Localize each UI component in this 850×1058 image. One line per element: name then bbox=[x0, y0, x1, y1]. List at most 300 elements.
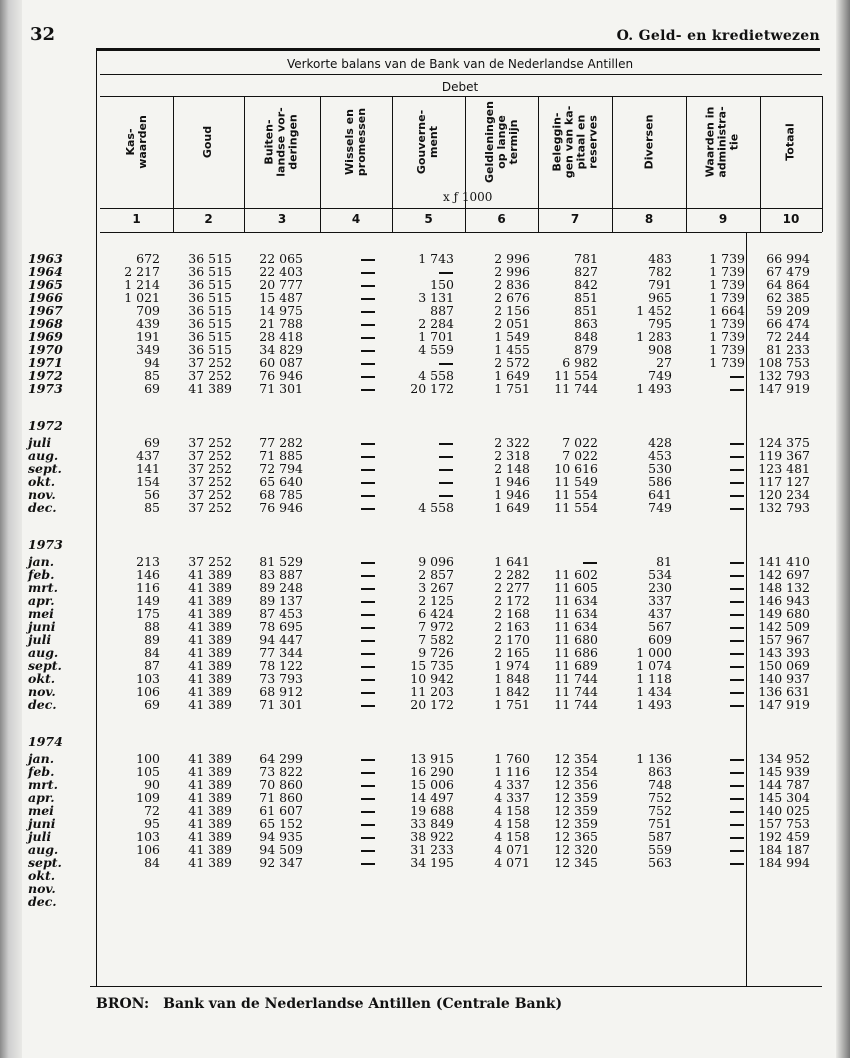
table-cell: 192 459 bbox=[758, 829, 810, 844]
table-cell: 147 919 bbox=[758, 381, 810, 396]
table-cell: 534 bbox=[648, 567, 672, 582]
section-title: O. Geld- en kredietwezen bbox=[616, 28, 820, 44]
table-cell: 68 912 bbox=[259, 684, 303, 699]
table-cell: 965 bbox=[648, 290, 672, 305]
row-label: mei bbox=[28, 606, 54, 621]
column-header bbox=[320, 98, 392, 186]
empty-dash bbox=[361, 562, 375, 564]
table-cell: 337 bbox=[648, 593, 672, 608]
table-cell: 11 602 bbox=[554, 567, 598, 582]
table-cell: 2 676 bbox=[494, 290, 530, 305]
empty-dash bbox=[361, 469, 375, 471]
table-cell: 2 322 bbox=[494, 435, 530, 450]
table-cell: 751 bbox=[648, 816, 672, 831]
table-cell: 33 849 bbox=[410, 816, 454, 831]
empty-dash bbox=[730, 469, 744, 471]
table-cell: 72 244 bbox=[766, 329, 810, 344]
table-cell: 11 744 bbox=[554, 684, 598, 699]
table-cell: 103 bbox=[136, 671, 160, 686]
row-label: 1973 bbox=[28, 381, 63, 396]
table-cell: 71 885 bbox=[259, 448, 303, 463]
table-cell: 94 509 bbox=[259, 842, 303, 857]
table-cell: 41 389 bbox=[188, 606, 232, 621]
empty-dash bbox=[730, 653, 744, 655]
column-number: 10 bbox=[782, 212, 800, 226]
table-cell: 143 393 bbox=[758, 645, 810, 660]
table-cell: 2 572 bbox=[494, 355, 530, 370]
table-cell: 41 389 bbox=[188, 816, 232, 831]
column-header-label: Beleggin- gen van ka- pitaal en reserves bbox=[550, 105, 599, 179]
table-cell: 36 515 bbox=[188, 303, 232, 318]
row-label: 1969 bbox=[28, 329, 63, 344]
table-cell: 83 887 bbox=[259, 567, 303, 582]
table-cell: 781 bbox=[574, 251, 598, 266]
table-cell: 749 bbox=[648, 368, 672, 383]
empty-dash bbox=[361, 850, 375, 852]
table-cell: 827 bbox=[574, 264, 598, 279]
table-cell: 36 515 bbox=[188, 342, 232, 357]
table-cell: 184 994 bbox=[758, 855, 810, 870]
table-cell: 117 127 bbox=[758, 474, 810, 489]
column-number: 4 bbox=[351, 212, 361, 226]
column-header bbox=[760, 98, 822, 186]
table-cell: 92 347 bbox=[259, 855, 303, 870]
row-label: 1963 bbox=[28, 251, 63, 266]
table-cell: 105 bbox=[136, 764, 160, 779]
table-cell: 1 739 bbox=[709, 264, 745, 279]
empty-dash bbox=[439, 443, 453, 445]
empty-dash bbox=[361, 285, 375, 287]
empty-dash bbox=[730, 389, 744, 391]
row-label: sept. bbox=[28, 461, 62, 476]
table-cell: 41 389 bbox=[188, 684, 232, 699]
year-heading: 1974 bbox=[28, 734, 63, 749]
table-cell: 10 942 bbox=[410, 671, 454, 686]
row-label: dec. bbox=[28, 500, 57, 515]
row-label: okt. bbox=[28, 868, 56, 883]
empty-dash bbox=[730, 837, 744, 839]
table-cell: 1 452 bbox=[636, 303, 672, 318]
table-cell: 1 739 bbox=[709, 277, 745, 292]
table-cell: 2 836 bbox=[494, 277, 530, 292]
empty-dash bbox=[361, 640, 375, 642]
empty-dash bbox=[439, 469, 453, 471]
row-label: okt. bbox=[28, 671, 56, 686]
table-cell: 11 634 bbox=[554, 606, 598, 621]
empty-dash bbox=[361, 863, 375, 865]
table-cell: 84 bbox=[144, 855, 160, 870]
table-cell: 1 743 bbox=[418, 251, 454, 266]
empty-dash bbox=[730, 679, 744, 681]
empty-dash bbox=[361, 456, 375, 458]
table-cell: 41 389 bbox=[188, 580, 232, 595]
empty-dash bbox=[439, 495, 453, 497]
table-cell: 150 bbox=[430, 277, 454, 292]
row-label: 1967 bbox=[28, 303, 63, 318]
column-number: 5 bbox=[424, 212, 433, 226]
table-cell: 41 389 bbox=[188, 842, 232, 857]
table-cell: 1 649 bbox=[494, 500, 530, 515]
table-cell: 567 bbox=[648, 619, 672, 634]
column-header bbox=[244, 98, 320, 186]
table-cell: 157 753 bbox=[758, 816, 810, 831]
empty-dash bbox=[361, 495, 375, 497]
row-label: sept. bbox=[28, 658, 62, 673]
table-cell: 349 bbox=[136, 342, 160, 357]
table-cell: 7 582 bbox=[418, 632, 454, 647]
table-cell: 2 148 bbox=[494, 461, 530, 476]
table-cell: 11 554 bbox=[554, 368, 598, 383]
table-cell: 2 163 bbox=[494, 619, 530, 634]
table-cell: 103 bbox=[136, 829, 160, 844]
table-cell: 1 974 bbox=[494, 658, 530, 673]
table-cell: 1 739 bbox=[709, 251, 745, 266]
table-cell: 27 bbox=[656, 355, 672, 370]
empty-dash bbox=[361, 824, 375, 826]
column-header-label: Kas- waarden bbox=[123, 115, 149, 169]
row-label: juli bbox=[28, 632, 52, 647]
table-cell: 134 952 bbox=[758, 751, 810, 766]
empty-dash bbox=[730, 811, 744, 813]
table-cell: 586 bbox=[648, 474, 672, 489]
table-cell: 149 680 bbox=[758, 606, 810, 621]
table-cell: 1 549 bbox=[494, 329, 530, 344]
table-cell: 67 479 bbox=[766, 264, 810, 279]
table-cell: 56 bbox=[144, 487, 160, 502]
table-cell: 4 158 bbox=[494, 803, 530, 818]
row-label: 1972 bbox=[28, 368, 63, 383]
table-cell: 748 bbox=[648, 777, 672, 792]
table-cell: 141 bbox=[136, 461, 160, 476]
empty-dash bbox=[439, 482, 453, 484]
table-cell: 21 788 bbox=[259, 316, 303, 331]
row-label: jan. bbox=[28, 751, 55, 766]
table-cell: 148 132 bbox=[758, 580, 810, 595]
column-number: 7 bbox=[570, 212, 580, 226]
empty-dash bbox=[361, 259, 375, 261]
table-cell: 140 025 bbox=[758, 803, 810, 818]
column-number: 6 bbox=[497, 212, 506, 226]
table-cell: 94 935 bbox=[259, 829, 303, 844]
row-label: 1970 bbox=[28, 342, 63, 357]
table-cell: 184 187 bbox=[758, 842, 810, 857]
empty-dash bbox=[730, 614, 744, 616]
table-cell: 782 bbox=[648, 264, 672, 279]
table-cell: 879 bbox=[574, 342, 598, 357]
table-cell: 7 022 bbox=[562, 448, 598, 463]
debet-rule bbox=[100, 96, 822, 97]
colnum-rule bbox=[100, 232, 822, 233]
empty-dash bbox=[730, 601, 744, 603]
table-cell: 749 bbox=[648, 500, 672, 515]
empty-dash bbox=[730, 772, 744, 774]
column-header bbox=[686, 98, 760, 186]
column-number: 1 bbox=[132, 212, 141, 226]
table-cell: 11 203 bbox=[410, 684, 454, 699]
table-cell: 72 794 bbox=[259, 461, 303, 476]
table-cell: 15 735 bbox=[410, 658, 454, 673]
empty-dash bbox=[361, 588, 375, 590]
table-cell: 11 554 bbox=[554, 500, 598, 515]
table-cell: 41 389 bbox=[188, 593, 232, 608]
empty-dash bbox=[730, 666, 744, 668]
page-number: 32 bbox=[30, 24, 56, 45]
header-rule bbox=[96, 48, 820, 51]
empty-dash bbox=[730, 456, 744, 458]
empty-dash bbox=[730, 824, 744, 826]
table-cell: 41 389 bbox=[188, 658, 232, 673]
empty-dash bbox=[730, 443, 744, 445]
table-cell: 11 605 bbox=[554, 580, 598, 595]
table-cell: 28 418 bbox=[259, 329, 303, 344]
table-cell: 41 389 bbox=[188, 803, 232, 818]
row-label: 1971 bbox=[28, 355, 63, 370]
table-cell: 87 bbox=[144, 658, 160, 673]
table-cell: 3 131 bbox=[418, 290, 454, 305]
table-cell: 36 515 bbox=[188, 290, 232, 305]
table-cell: 1 021 bbox=[124, 290, 160, 305]
empty-dash bbox=[361, 482, 375, 484]
column-header-label: Waarden in administra- tie bbox=[703, 106, 741, 178]
table-cell: 609 bbox=[648, 632, 672, 647]
table-cell: 116 bbox=[136, 580, 160, 595]
table-cell: 2 170 bbox=[494, 632, 530, 647]
table-cell: 4 559 bbox=[418, 342, 454, 357]
table-cell: 150 069 bbox=[758, 658, 810, 673]
table-cell: 11 744 bbox=[554, 381, 598, 396]
table-cell: 213 bbox=[136, 554, 160, 569]
row-label: 1965 bbox=[28, 277, 63, 292]
source-text: Bank van de Nederlandse Antillen (Centrale Bank) bbox=[163, 996, 563, 1012]
table-cell: 14 497 bbox=[410, 790, 454, 805]
table-cell: 37 252 bbox=[188, 500, 232, 515]
empty-dash bbox=[361, 772, 375, 774]
table-cell: 37 252 bbox=[188, 435, 232, 450]
table-cell: 106 bbox=[136, 684, 160, 699]
table-cell: 37 252 bbox=[188, 461, 232, 476]
table-cell: 140 937 bbox=[758, 671, 810, 686]
table-side-label: Debet bbox=[441, 80, 479, 94]
column-header bbox=[100, 98, 173, 186]
empty-dash bbox=[730, 759, 744, 761]
empty-dash bbox=[361, 376, 375, 378]
table-cell: 1 136 bbox=[636, 751, 672, 766]
table-cell: 848 bbox=[574, 329, 598, 344]
table-cell: 3 267 bbox=[418, 580, 454, 595]
table-cell: 2 318 bbox=[494, 448, 530, 463]
table-cell: 12 356 bbox=[554, 777, 598, 792]
table-cell: 69 bbox=[144, 697, 160, 712]
table-cell: 41 389 bbox=[188, 697, 232, 712]
year-heading: 1972 bbox=[28, 418, 63, 433]
row-label: 1968 bbox=[28, 316, 63, 331]
table-cell: 73 793 bbox=[259, 671, 303, 686]
empty-dash bbox=[361, 311, 375, 313]
table-cell: 119 367 bbox=[758, 448, 810, 463]
row-label: mei bbox=[28, 803, 54, 818]
table-cell: 483 bbox=[648, 251, 672, 266]
table-cell: 142 697 bbox=[758, 567, 810, 582]
table-cell: 37 252 bbox=[188, 448, 232, 463]
table-cell: 78 695 bbox=[259, 619, 303, 634]
row-label: feb. bbox=[28, 764, 55, 779]
table-cell: 19 688 bbox=[410, 803, 454, 818]
column-header-label: Wissels en promessen bbox=[342, 107, 368, 177]
table-cell: 12 345 bbox=[554, 855, 598, 870]
title-rule bbox=[100, 74, 822, 75]
table-cell: 11 744 bbox=[554, 671, 598, 686]
table-cell: 563 bbox=[648, 855, 672, 870]
table-cell: 863 bbox=[574, 316, 598, 331]
unit-rule bbox=[100, 208, 822, 209]
empty-dash bbox=[361, 627, 375, 629]
table-cell: 2 996 bbox=[494, 264, 530, 279]
table-cell: 12 359 bbox=[554, 803, 598, 818]
row-label: 1964 bbox=[28, 264, 63, 279]
table-cell: 1 739 bbox=[709, 316, 745, 331]
table-cell: 72 bbox=[144, 803, 160, 818]
table-cell: 73 822 bbox=[259, 764, 303, 779]
row-label: dec. bbox=[28, 697, 57, 712]
table-cell: 2 168 bbox=[494, 606, 530, 621]
table-cell: 1 739 bbox=[709, 342, 745, 357]
table-cell: 1 455 bbox=[494, 342, 530, 357]
table-cell: 132 793 bbox=[758, 368, 810, 383]
table-cell: 41 389 bbox=[188, 764, 232, 779]
table-cell: 157 967 bbox=[758, 632, 810, 647]
table-cell: 795 bbox=[648, 316, 672, 331]
table-cell: 69 bbox=[144, 435, 160, 450]
table-cell: 37 252 bbox=[188, 554, 232, 569]
table-cell: 41 389 bbox=[188, 645, 232, 660]
table-cell: 1 946 bbox=[494, 474, 530, 489]
table-cell: 12 354 bbox=[554, 764, 598, 779]
table-cell: 77 282 bbox=[259, 435, 303, 450]
empty-dash bbox=[730, 798, 744, 800]
table-cell: 7 972 bbox=[418, 619, 454, 634]
empty-dash bbox=[730, 692, 744, 694]
table-cell: 2 125 bbox=[418, 593, 454, 608]
table-cell: 145 939 bbox=[758, 764, 810, 779]
table-cell: 2 284 bbox=[418, 316, 454, 331]
total-column-divider bbox=[746, 232, 747, 986]
empty-dash bbox=[730, 785, 744, 787]
row-label: mrt. bbox=[28, 777, 58, 792]
empty-dash bbox=[361, 324, 375, 326]
book-binding bbox=[0, 0, 22, 1058]
table-cell: 12 354 bbox=[554, 751, 598, 766]
table-cell: 6 424 bbox=[418, 606, 454, 621]
table-cell: 90 bbox=[144, 777, 160, 792]
table-cell: 530 bbox=[648, 461, 672, 476]
table-cell: 1 000 bbox=[636, 645, 672, 660]
row-label: okt. bbox=[28, 474, 56, 489]
table-cell: 4 071 bbox=[494, 842, 530, 857]
table-cell: 14 975 bbox=[259, 303, 303, 318]
table-cell: 13 915 bbox=[410, 751, 454, 766]
table-cell: 1 493 bbox=[636, 381, 672, 396]
table-cell: 1 842 bbox=[494, 684, 530, 699]
table-cell: 12 320 bbox=[554, 842, 598, 857]
table-cell: 146 bbox=[136, 567, 160, 582]
table-cell: 123 481 bbox=[758, 461, 810, 476]
row-label: apr. bbox=[28, 790, 55, 805]
column-header bbox=[465, 98, 538, 186]
table-cell: 87 453 bbox=[259, 606, 303, 621]
row-label: aug. bbox=[28, 645, 59, 660]
table-cell: 11 549 bbox=[554, 474, 598, 489]
table-cell: 11 554 bbox=[554, 487, 598, 502]
table-cell: 37 252 bbox=[188, 487, 232, 502]
row-label: apr. bbox=[28, 593, 55, 608]
table-cell: 88 bbox=[144, 619, 160, 634]
empty-dash bbox=[730, 627, 744, 629]
empty-dash bbox=[730, 863, 744, 865]
table-cell: 22 065 bbox=[259, 251, 303, 266]
table-cell: 1 751 bbox=[494, 697, 530, 712]
table-cell: 587 bbox=[648, 829, 672, 844]
empty-dash bbox=[730, 482, 744, 484]
table-cell: 64 864 bbox=[766, 277, 810, 292]
empty-dash bbox=[730, 495, 744, 497]
table-cell: 41 389 bbox=[188, 671, 232, 686]
empty-dash bbox=[361, 337, 375, 339]
table-cell: 41 389 bbox=[188, 790, 232, 805]
table-cell: 41 389 bbox=[188, 381, 232, 396]
table-cell: 142 509 bbox=[758, 619, 810, 634]
table-cell: 141 410 bbox=[758, 554, 810, 569]
table-cell: 2 996 bbox=[494, 251, 530, 266]
table-cell: 81 bbox=[656, 554, 672, 569]
empty-dash bbox=[730, 508, 744, 510]
table-cell: 85 bbox=[144, 500, 160, 515]
row-label: aug. bbox=[28, 448, 59, 463]
table-cell: 191 bbox=[136, 329, 160, 344]
table-cell: 66 994 bbox=[766, 251, 810, 266]
row-label: sept. bbox=[28, 855, 62, 870]
table-cell: 36 515 bbox=[188, 264, 232, 279]
empty-dash bbox=[361, 679, 375, 681]
column-number: 2 bbox=[204, 212, 213, 226]
table-cell: 41 389 bbox=[188, 829, 232, 844]
empty-dash bbox=[361, 272, 375, 274]
table-cell: 641 bbox=[648, 487, 672, 502]
table-cell: 1 739 bbox=[709, 329, 745, 344]
table-cell: 2 217 bbox=[124, 264, 160, 279]
table-cell: 11 634 bbox=[554, 619, 598, 634]
column-header bbox=[612, 98, 686, 186]
empty-dash bbox=[361, 614, 375, 616]
table-cell: 1 493 bbox=[636, 697, 672, 712]
table-cell: 36 515 bbox=[188, 316, 232, 331]
table-cell: 65 640 bbox=[259, 474, 303, 489]
table-cell: 1 664 bbox=[709, 303, 745, 318]
column-header-label: Diversen bbox=[641, 114, 655, 170]
table-cell: 41 389 bbox=[188, 777, 232, 792]
table-cell: 89 bbox=[144, 632, 160, 647]
table-cell: 136 631 bbox=[758, 684, 810, 699]
empty-dash bbox=[439, 363, 453, 365]
table-cell: 2 857 bbox=[418, 567, 454, 582]
table-cell: 81 233 bbox=[766, 342, 810, 357]
empty-dash bbox=[361, 759, 375, 761]
row-label: aug. bbox=[28, 842, 59, 857]
table-cell: 2 282 bbox=[494, 567, 530, 582]
table-cell: 41 389 bbox=[188, 751, 232, 766]
table-cell: 4 337 bbox=[494, 790, 530, 805]
table-cell: 11 680 bbox=[554, 632, 598, 647]
row-label: nov. bbox=[28, 684, 56, 699]
